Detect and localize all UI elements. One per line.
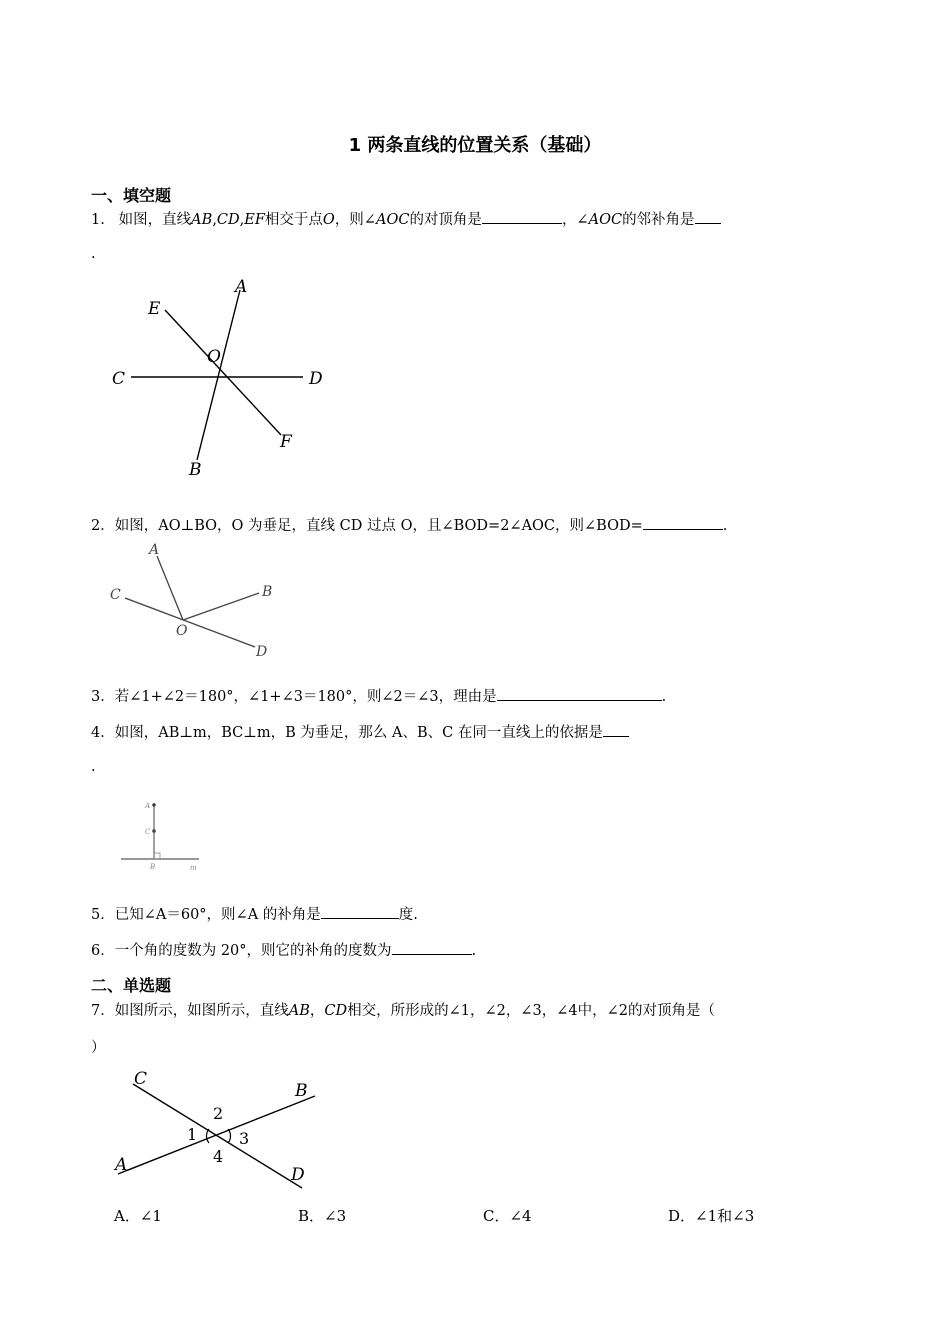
question-1-text: 相交于点: [264, 212, 323, 228]
comma: ,: [239, 212, 245, 228]
answer-blank-4[interactable]: [603, 722, 629, 737]
point-c: [152, 829, 156, 833]
period: .: [661, 689, 667, 705]
label-c: C: [112, 369, 126, 389]
question-2-text: 2．如图，AO⊥BO，O 为垂足，直线 CD 过点 O，且∠BOD=2∠AOC，则∠BOD=: [91, 518, 643, 534]
question-1-text: ，∠: [561, 212, 589, 228]
line-cd: [133, 1084, 302, 1188]
question-4-text: 4．如图，AB⊥m，BC⊥m，B 为垂足，那么 A、B、C 在同一直线上的依据是: [91, 725, 603, 741]
label-e: E: [148, 299, 161, 319]
option-b[interactable]: B．∠3: [298, 1207, 347, 1225]
figure-q1: [105, 270, 345, 480]
figure-q2: [105, 540, 285, 662]
option-c[interactable]: C．∠4: [483, 1207, 532, 1225]
label-a: A: [145, 802, 151, 810]
label-b: B: [150, 863, 156, 871]
answer-blank-1a[interactable]: [482, 209, 562, 224]
period: .: [722, 518, 728, 534]
comma: ,: [212, 212, 217, 228]
angle-aoc-label: AOC: [588, 212, 623, 228]
line-ef: [165, 310, 281, 435]
section-single-choice: 二、单选题: [91, 976, 172, 995]
angle-label-1: 1: [187, 1125, 198, 1144]
point-a: [152, 803, 156, 807]
question-1-number: 1.: [91, 212, 105, 228]
line-ob: [183, 593, 259, 620]
line-oa: [157, 556, 183, 620]
question-5: [91, 903, 418, 924]
right-angle-mark: [154, 853, 160, 859]
comma: ，: [309, 1003, 325, 1019]
label-b: B: [189, 460, 202, 480]
question-7: [91, 999, 715, 1020]
line-ab-label: AB: [191, 212, 213, 228]
angle-aoc-label: AOC: [375, 212, 410, 228]
label-a: A: [235, 277, 248, 297]
answer-blank-3[interactable]: [497, 686, 662, 701]
question-3-text: 3．若∠1+∠2＝180°，∠1+∠3＝180°，则∠2＝∠3，理由是: [91, 689, 497, 705]
line-cd: [125, 598, 255, 647]
label-m: m: [190, 864, 197, 872]
question-6: [91, 939, 476, 960]
question-6-text: 6．一个角的度数为 20°，则它的补角的度数为: [91, 943, 392, 959]
angle-label-4: 4: [213, 1147, 224, 1166]
period: .: [471, 943, 477, 959]
question-1-text: 的对顶角是: [409, 212, 482, 228]
figure-q4: [115, 795, 210, 875]
section-fill-in: 一、填空题: [91, 186, 172, 205]
line-ab-label: AB: [288, 1003, 310, 1019]
label-c: C: [134, 1069, 148, 1089]
label-o: O: [176, 623, 188, 639]
label-b: B: [295, 1081, 308, 1101]
label-o: O: [207, 347, 221, 367]
label-a: A: [149, 542, 160, 558]
figure-q7: [110, 1062, 330, 1197]
unit-text: 度.: [398, 907, 418, 923]
page-title: 1 两条直线的位置关系（基础）: [348, 135, 602, 156]
label-c: C: [145, 828, 151, 836]
question-2: [91, 514, 727, 535]
question-7-text: 相交，所形成的∠1，∠2，∠3，∠4中，∠2的对顶角是（: [347, 1003, 715, 1019]
option-d[interactable]: D．∠1和∠3: [668, 1207, 755, 1225]
question-4-end: .: [91, 759, 96, 775]
option-a[interactable]: A．∠1: [114, 1207, 162, 1225]
answer-blank-5[interactable]: [321, 904, 399, 919]
label-f: F: [280, 432, 292, 452]
label-d: D: [256, 644, 268, 660]
question-3: [91, 685, 666, 706]
label-d: D: [291, 1165, 305, 1185]
label-c: C: [110, 587, 121, 603]
label-d: D: [309, 369, 323, 389]
line-cd-label: CD: [216, 212, 240, 228]
label-b: B: [262, 584, 273, 600]
label-a: A: [115, 1155, 128, 1175]
question-1-text: 如图，直线: [118, 212, 192, 228]
answer-blank-2[interactable]: [643, 515, 723, 530]
angle-label-3: 3: [239, 1129, 250, 1148]
question-4: [91, 721, 629, 742]
question-1-text: 的邻补角是: [622, 212, 695, 228]
question-1: [91, 208, 721, 229]
line-ef-label: EF: [244, 212, 265, 228]
question-1-end: .: [91, 246, 96, 262]
question-5-text: 5．已知∠A＝60°，则∠A 的补角是: [91, 907, 321, 923]
point-o-label: O: [322, 212, 335, 228]
question-7-number: 7．: [91, 1003, 115, 1019]
answer-blank-1b[interactable]: [695, 209, 721, 224]
question-7-paren-close: ）: [91, 1040, 106, 1056]
line-ab: [197, 290, 240, 460]
line-cd-label: CD: [324, 1003, 348, 1019]
question-7-text: 如图所示，如图所示，直线: [114, 1003, 289, 1019]
angle-arc-right: [228, 1129, 231, 1143]
answer-blank-6[interactable]: [392, 940, 472, 955]
angle-label-2: 2: [213, 1104, 224, 1123]
question-1-text: ，则∠: [334, 212, 376, 228]
